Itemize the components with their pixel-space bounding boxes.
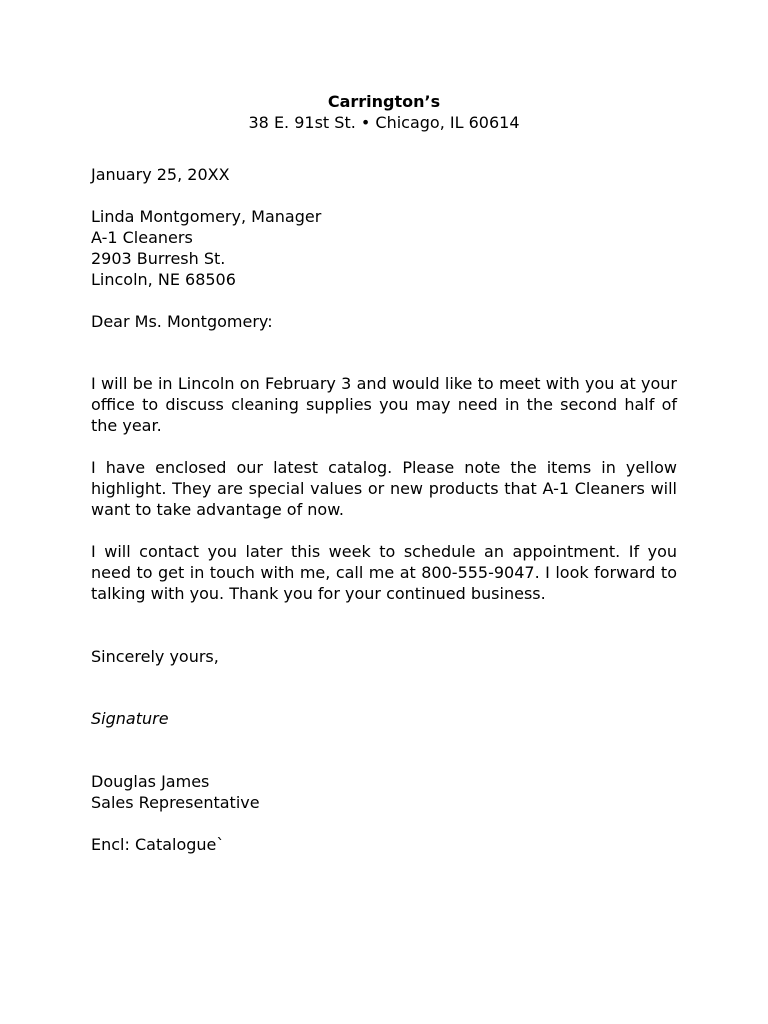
recipient-address-block — [91, 206, 677, 290]
letterhead — [91, 91, 677, 133]
recipient-street: 2903 Burresh St. — [91, 249, 226, 268]
body-paragraph-1: I will be in Lincoln on February 3 and would like to meet with you at your office to discuss cleaning supplies you may need in the second half of the year. — [91, 374, 677, 435]
body-paragraph-3: I will contact you later this week to schedule an appointment. If you need to get in touch with me, call me at 800-555-9047. I look forward to talking with you. Thank you for your continued business. — [91, 542, 677, 603]
body-paragraph-2: I have enclosed our latest catalog. Please note the items in yellow highlight. They are special values or new products that A-1 Cleaners will want to take advantage of now. — [91, 458, 677, 519]
letter-date: January 25, 20XX — [91, 165, 230, 184]
letter — [91, 91, 677, 855]
recipient-name-title: Linda Montgomery, Manager — [91, 207, 322, 226]
sender-title: Sales Representative — [91, 793, 260, 812]
complimentary-closing: Sincerely yours, — [91, 647, 219, 666]
signature-placeholder: Signature — [91, 709, 169, 728]
sender-block — [91, 771, 677, 813]
recipient-company: A-1 Cleaners — [91, 228, 193, 247]
salutation: Dear Ms. Montgomery: — [91, 312, 273, 331]
enclosure-notation: Encl: Catalogue` — [91, 835, 225, 854]
company-address: 38 E. 91st St. • Chicago, IL 60614 — [248, 113, 520, 132]
company-name: Carrington’s — [327, 92, 441, 111]
recipient-city-state-zip: Lincoln, NE 68506 — [91, 270, 236, 289]
sender-name: Douglas James — [91, 772, 210, 791]
